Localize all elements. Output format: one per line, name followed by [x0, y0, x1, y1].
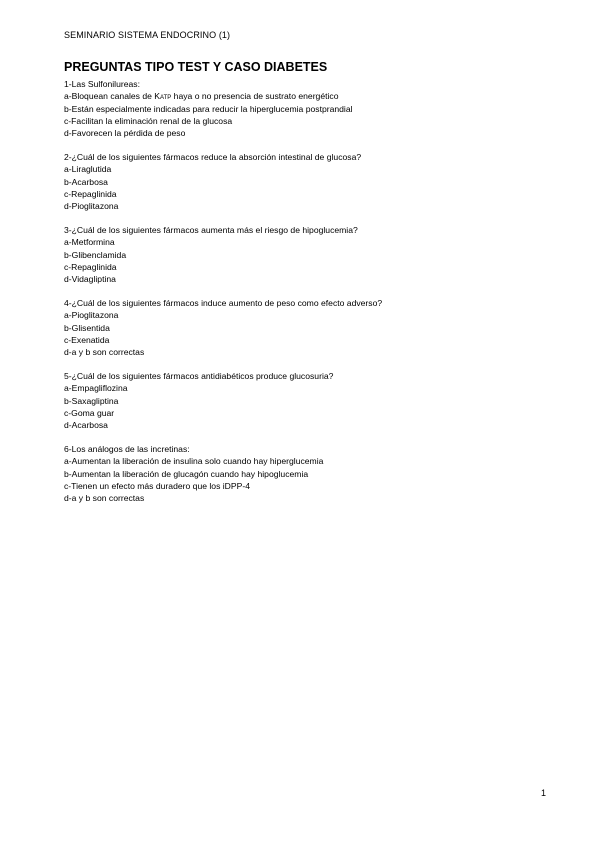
option-d: d-Favorecen la pérdida de peso — [64, 128, 186, 139]
question-2 — [64, 151, 544, 212]
option-a: a-Pioglitazona — [64, 310, 119, 321]
option-a: a-Liraglutida — [64, 164, 112, 175]
option-d: d-a y b son correctas — [64, 347, 145, 358]
option-a: a-Aumentan la liberación de insulina solo cuando hay hiperglucemia — [64, 456, 324, 467]
option-a: a-Metformina — [64, 237, 115, 248]
question-text: 5-¿Cuál de los siguientes fármacos antidiabéticos produce glucosuria? — [64, 370, 334, 381]
option-c: c-Tienen un efecto más duradero que los iDPP-4 — [64, 480, 250, 491]
option-b: b-Acarbosa — [64, 176, 108, 187]
option-d: d-Acarbosa — [64, 420, 108, 431]
question-6 — [64, 443, 544, 504]
document-header: SEMINARIO SISTEMA ENDOCRINO (1) — [64, 30, 231, 40]
page-title: PREGUNTAS TIPO TEST Y CASO DIABETES — [64, 60, 328, 74]
question-text: 4-¿Cuál de los siguientes fármacos induce aumento de peso como efecto adverso? — [64, 297, 383, 308]
option-c: c-Goma guar — [64, 407, 115, 418]
option-a-text: a-Bloquean canales de K — [64, 91, 161, 102]
option-c: c-Repaglinida — [64, 261, 117, 272]
option-c: c-Exenatida — [64, 334, 110, 345]
question-5 — [64, 370, 544, 431]
question-text: 1-Las Sulfonilureas: — [64, 79, 140, 89]
option-a-rest: haya o no presencia de sustrato energético — [171, 91, 339, 102]
option-a — [64, 90, 544, 102]
option-c: c-Facilitan la eliminación renal de la glucosa — [64, 115, 233, 126]
question-list — [64, 78, 544, 516]
option-b: b-Están especialmente indicadas para reducir la hiperglucemia postprandial — [64, 103, 353, 114]
question-text: 6-Los análogos de las incretinas: — [64, 443, 190, 454]
option-d: d-Pioglitazona — [64, 201, 119, 212]
option-a-subscript: ATP — [160, 95, 172, 102]
page-number: 1 — [541, 788, 547, 798]
option-b: b-Glibenclamida — [64, 249, 127, 260]
option-b: b-Glisentida — [64, 322, 110, 333]
option-c: c-Repaglinida — [64, 188, 117, 199]
question-1 — [64, 78, 544, 139]
question-4 — [64, 297, 544, 358]
question-text: 3-¿Cuál de los siguientes fármacos aumenta más el riesgo de hipoglucemia? — [64, 224, 358, 235]
option-d: d-Vidagliptina — [64, 274, 116, 285]
question-text: 2-¿Cuál de los siguientes fármacos reduce la absorción intestinal de glucosa? — [64, 151, 362, 162]
option-a: a-Empagliflozina — [64, 383, 128, 394]
option-b: b-Saxagliptina — [64, 395, 119, 406]
question-3 — [64, 224, 544, 285]
option-b: b-Aumentan la liberación de glucagón cuando hay hipoglucemia — [64, 468, 309, 479]
option-d: d-a y b son correctas — [64, 493, 145, 504]
